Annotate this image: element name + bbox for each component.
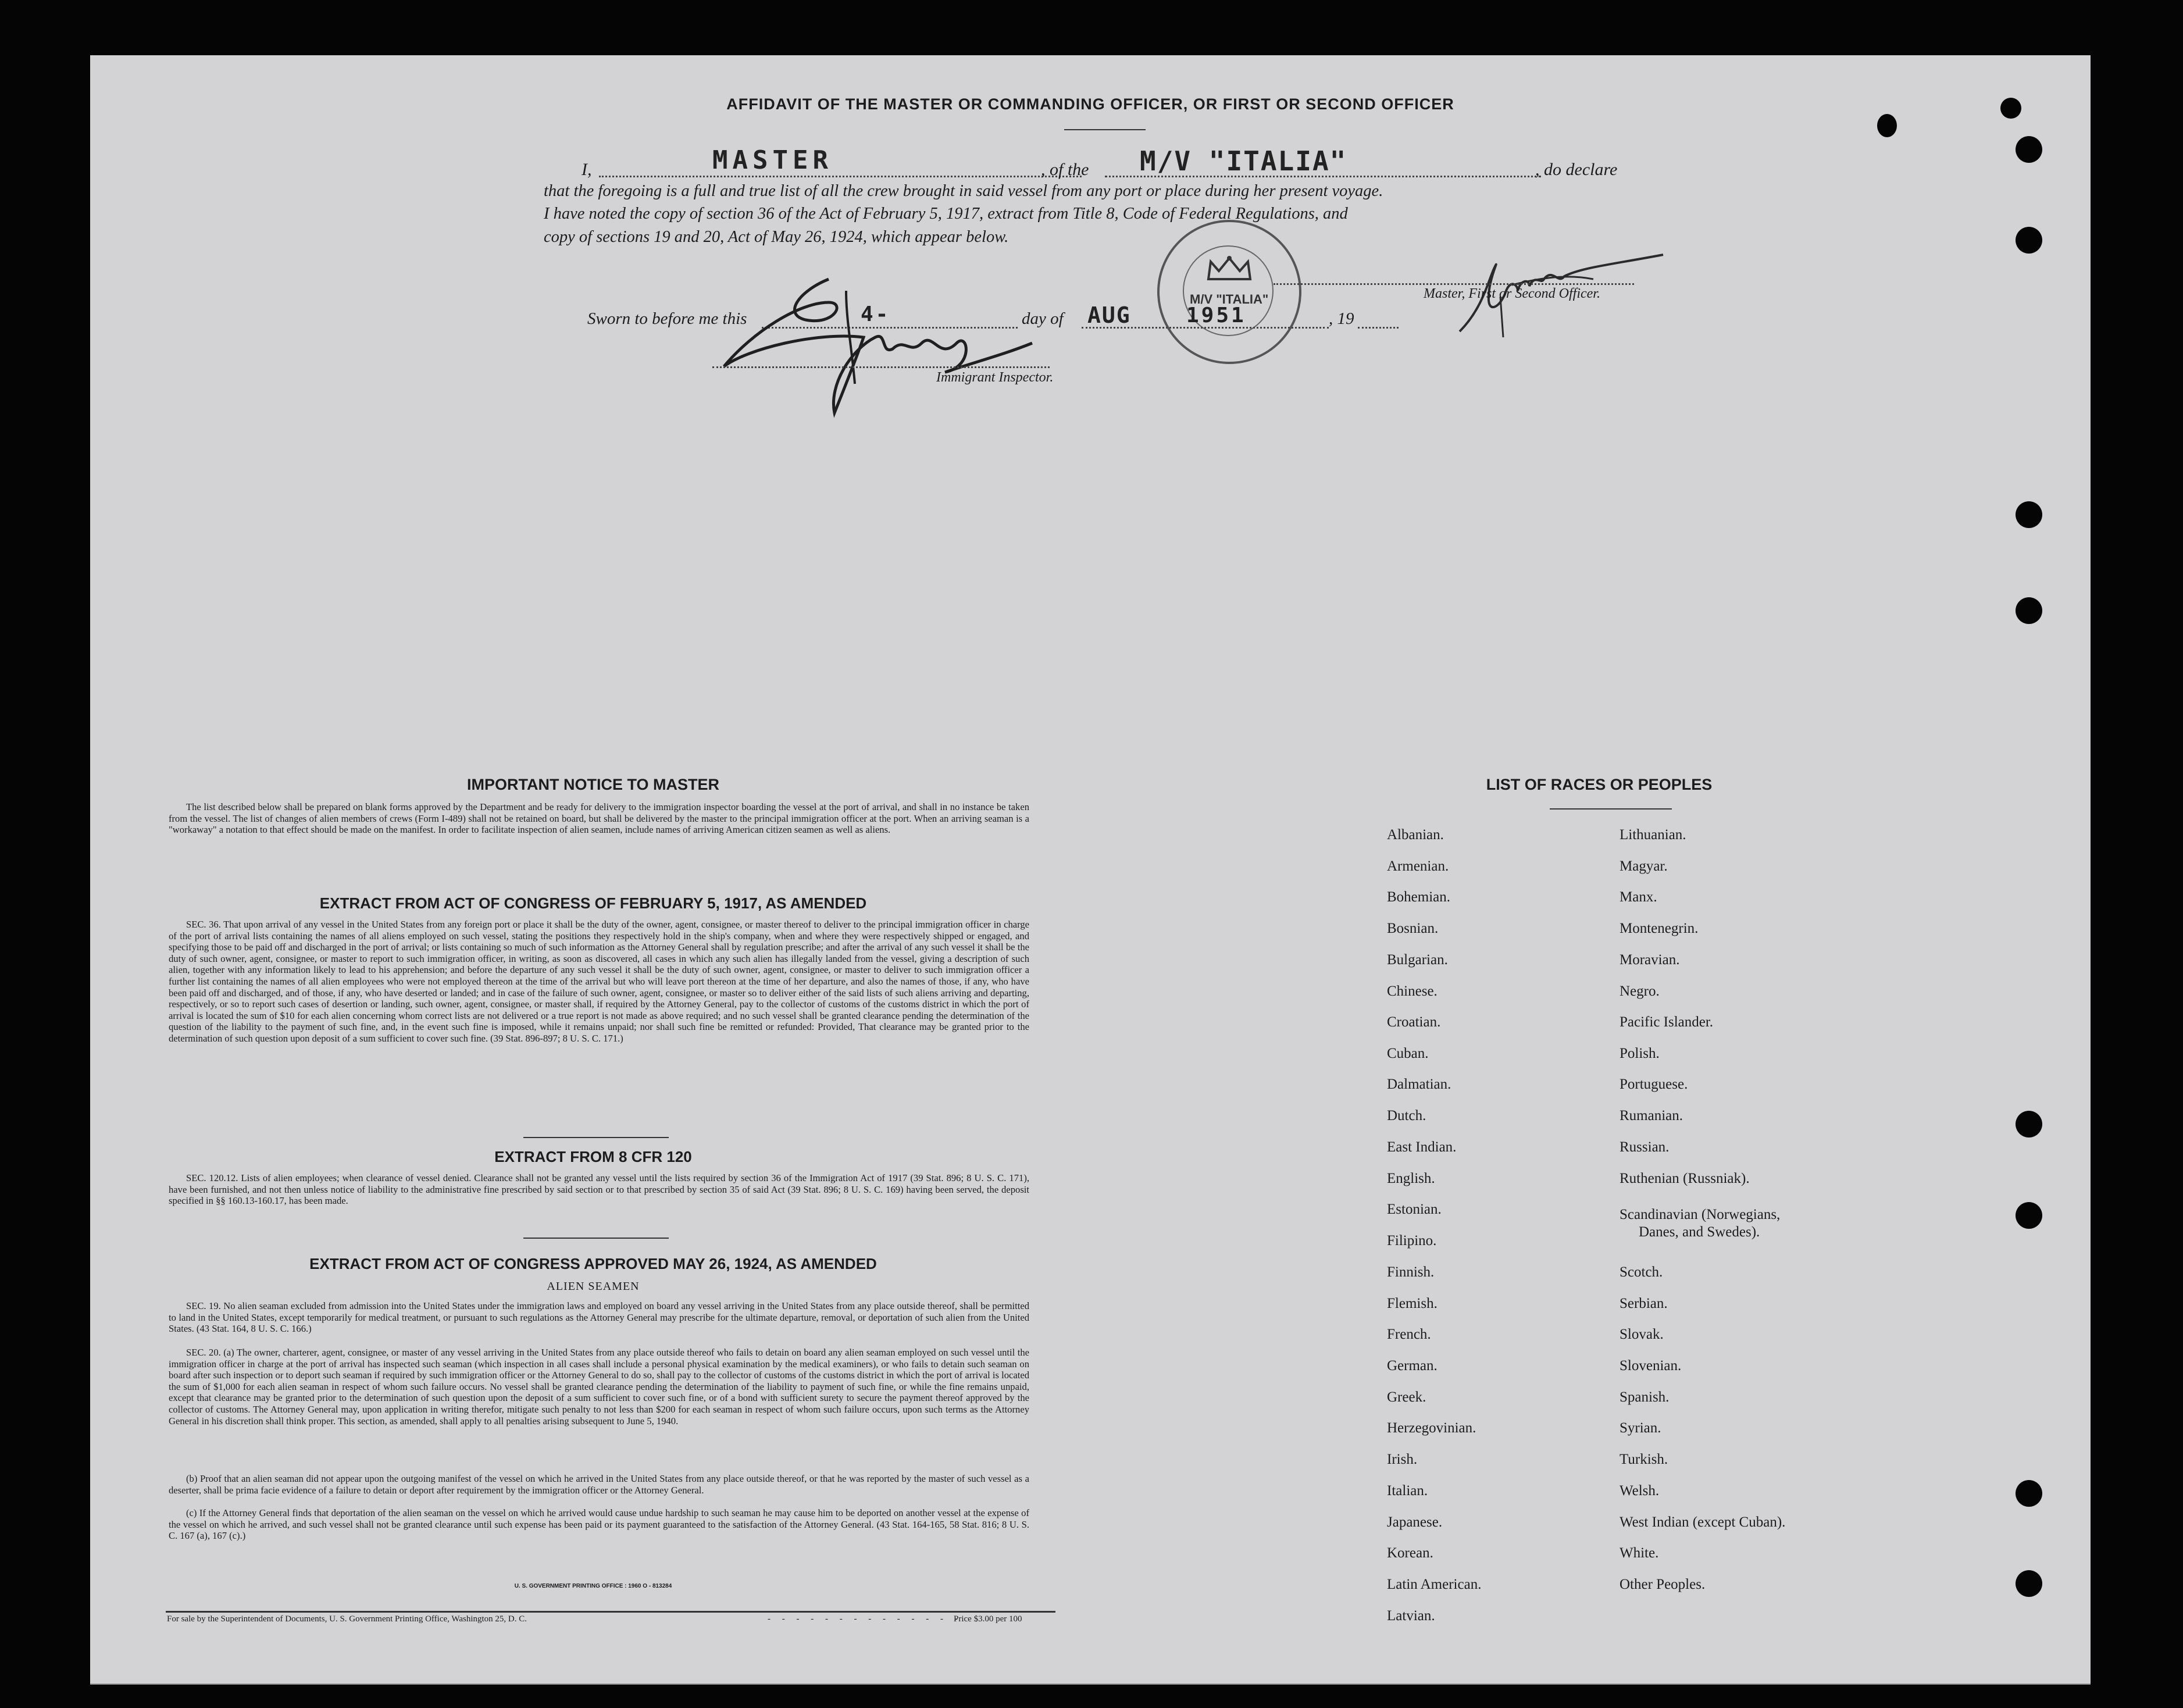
race-item: Serbian. bbox=[1620, 1296, 1668, 1311]
notice-title: IMPORTANT NOTICE TO MASTER bbox=[467, 776, 719, 793]
race-item: Bosnian. bbox=[1387, 921, 1439, 936]
race-item: Negro. bbox=[1620, 983, 1660, 999]
officer-line bbox=[599, 176, 1082, 177]
race-item: Croatian. bbox=[1387, 1014, 1441, 1030]
race-item: Manx. bbox=[1620, 889, 1657, 905]
race-item: Dalmatian. bbox=[1387, 1076, 1451, 1092]
do-declare-label: , do declare bbox=[1535, 160, 1618, 179]
race-item: Japanese. bbox=[1387, 1514, 1443, 1530]
race-item: Greek. bbox=[1387, 1389, 1426, 1405]
race-item: Armenian. bbox=[1387, 858, 1449, 874]
stamp-vessel-text: M/V "ITALIA" bbox=[1190, 292, 1269, 306]
race-item: English. bbox=[1387, 1171, 1435, 1186]
race-item: Flemish. bbox=[1387, 1296, 1438, 1311]
race-item: Chinese. bbox=[1387, 983, 1438, 999]
punch-hole bbox=[1877, 114, 1897, 137]
race-item: Moravian. bbox=[1620, 952, 1680, 968]
race-item: Scandinavian (Norwegians, bbox=[1620, 1207, 1781, 1222]
section-divider bbox=[523, 1238, 669, 1239]
punch-hole bbox=[2016, 1480, 2042, 1507]
punch-hole bbox=[2016, 1111, 2042, 1138]
day-of-label: day of bbox=[1022, 309, 1064, 328]
race-item: Pacific Islander. bbox=[1620, 1014, 1714, 1030]
races-divider bbox=[1550, 808, 1672, 810]
officer-title-value: MASTER bbox=[712, 145, 833, 175]
race-item: Ruthenian (Russniak). bbox=[1620, 1171, 1750, 1186]
race-item: Latin American. bbox=[1387, 1577, 1482, 1592]
sale-dashes: - - - - - - - - - - - - - - bbox=[768, 1614, 962, 1624]
race-item: Finnish. bbox=[1387, 1264, 1435, 1280]
race-item: German. bbox=[1387, 1358, 1438, 1374]
race-item: Latvian. bbox=[1387, 1608, 1435, 1624]
races-title: LIST OF RACES OR PEOPLES bbox=[1486, 776, 1713, 793]
race-item: Rumanian. bbox=[1620, 1108, 1683, 1124]
sec-20b-text: (b) Proof that an alien seaman did not appear upon the outgoing manifest of the vessel on which he arrived in the United States from any place outside thereof, or that he was reported by the master of such vessel as a deserter, shall be prima facie evidence of a failure to detain or deport after requirement by the immigration officer or the Attorney General. bbox=[169, 1473, 1029, 1496]
extract-1917-text: SEC. 36. That upon arrival of any vessel in the United States from any foreign port or place it shall be the duty of the owner, agent, consignee, or master thereof to deliver to the principal immigration officer in charge of the port of arrival lists containing the names of all aliens employed on such vessel, stating the positions they respectively hold in the ship's company, when and where they were respectively shipped or engaged, and specifying those to be paid off and discharged in the port of arrival; or lists containing so much of such information as the Attorney General shall by regulation prescribe; and after the arrival of any such vessel it shall be the duty of such owner, agent, consignee, or master to report to such immigration officer, in writing, as soon as discovered, all cases in which any such alien has illegally landed from the vessel, giving a description of such alien, together with any information likely to lead to his apprehension; and before the departure of any such vessel it shall be the duty of such owner, agent, consignee, or master to deliver to such immigration officer a further list containing the names of all alien employees who were not employed thereon at the time of the arrival but who will leave port thereon at the time of her departure, and also the names of those, if any, who have been paid off and discharged, and of those, if any, who have deserted or landed; and in case of the failure of such owner, agent, consignee, or master so to deliver either of the said lists of such aliens arriving and departing, respectively, or so to report such cases of desertion or landing, such owner, agent, consignee, or master shall, if required by the Attorney General, pay to the collector of customs of the customs district in which the port of arrival is located the sum of $10 for each alien concerning whom correct lists are not delivered or a true report is not made as above required; and no such vessel shall be granted clearance pending the determination of the question of the liability to the payment of such fine, and, in the event such fine is imposed, while it remains unpaid; nor shall such fine be remitted or refunded: Provided, That clearance may be granted prior to the determination of such question upon deposit of a sum sufficient to cover such fine. (39 Stat. 896-897; 8 U. S. C. 171.) bbox=[169, 919, 1029, 1044]
race-item: French. bbox=[1387, 1327, 1431, 1342]
alien-seamen-subtitle: ALIEN SEAMEN bbox=[547, 1280, 640, 1293]
year-prefix: , 19 bbox=[1329, 309, 1354, 328]
price-text: Price $3.00 per 100 bbox=[954, 1614, 1022, 1624]
year-line bbox=[1358, 327, 1399, 329]
race-item: Estonian. bbox=[1387, 1201, 1442, 1217]
vessel-name-value: M/V "ITALIA" bbox=[1140, 145, 1347, 177]
extract-1924-title: EXTRACT FROM ACT OF CONGRESS APPROVED MAY 26, 1924, AS AMENDED bbox=[309, 1255, 877, 1272]
affidavit-line-3: I have noted the copy of section 36 of the Act of February 5, 1917, extract from Title 8, Code of Federal Regulations, and bbox=[544, 205, 1348, 223]
race-item: Bohemian. bbox=[1387, 889, 1451, 905]
punch-hole bbox=[2016, 501, 2042, 528]
race-item: Dutch. bbox=[1387, 1108, 1426, 1124]
punch-hole bbox=[2016, 227, 2042, 254]
inspector-signature bbox=[712, 268, 1038, 425]
race-item: Danes, and Swedes). bbox=[1639, 1224, 1760, 1240]
affidavit-i: I, bbox=[582, 160, 592, 179]
inspector-line bbox=[712, 366, 1050, 368]
race-item: Portuguese. bbox=[1620, 1076, 1688, 1092]
race-item: Filipino. bbox=[1387, 1233, 1437, 1249]
punch-hole bbox=[2016, 1202, 2042, 1229]
inspector-caption: Immigrant Inspector. bbox=[936, 370, 1054, 385]
race-item: East Indian. bbox=[1387, 1139, 1457, 1155]
gpo-imprint: U. S. GOVERNMENT PRINTING OFFICE : 1960 O - 813284 bbox=[514, 1583, 672, 1589]
punch-hole bbox=[2016, 597, 2042, 624]
affidavit-line-4: copy of sections 19 and 20, Act of May 26, 1924, which appear below. bbox=[544, 228, 1009, 246]
sec-20c-text: (c) If the Attorney General finds that deportation of the alien seaman on the vessel on which he arrived would cause undue hardship to such seaman he may cause him to be deported on another vessel at the expense of the vessel on which he arrived, and such vessel shall not be granted clearance until such expense has been paid or its payment guaranteed to the satisfaction of the Attorney General. (43 Stat. 164-165, 58 Stat. 816; 8 U. S. C. 167 (a), 167 (c).) bbox=[169, 1507, 1029, 1542]
race-item: Other Peoples. bbox=[1620, 1577, 1706, 1592]
punch-hole bbox=[2016, 136, 2042, 163]
extract-1917-title: EXTRACT FROM ACT OF CONGRESS OF FEBRUARY 5, 1917, AS AMENDED bbox=[319, 894, 867, 912]
punch-hole bbox=[2016, 1570, 2042, 1597]
footer-rule bbox=[166, 1611, 1055, 1613]
title-divider bbox=[1064, 129, 1146, 130]
master-signature-line bbox=[1274, 283, 1634, 285]
signer-caption: Master, First or Second Officer. bbox=[1424, 286, 1600, 301]
race-item: White. bbox=[1620, 1545, 1659, 1561]
race-item: West Indian (except Cuban). bbox=[1620, 1514, 1786, 1530]
affidavit-line-2: that the foregoing is a full and true list of all the crew brought in said vessel from any port or place during her present voyage. bbox=[544, 182, 1383, 200]
race-item: Syrian. bbox=[1620, 1420, 1661, 1436]
document-page bbox=[90, 55, 2091, 1685]
race-item: Cuban. bbox=[1387, 1046, 1429, 1061]
race-item: Albanian. bbox=[1387, 827, 1444, 843]
section-divider bbox=[523, 1137, 669, 1138]
race-item: Slovak. bbox=[1620, 1327, 1664, 1342]
sec-20a-text: SEC. 20. (a) The owner, charterer, agent, consignee, or master of any vessel arriving in the United States from any place outside thereof who fails to detain on board any alien seaman employed on such vessel until the immigration officer in charge at the port of arrival has inspected such seaman (which inspection in all cases shall include a personal physical examination by the medical examiners), or who fails to detain such seaman on board after such inspection or to deport such seaman if required by such immigration officer or the Attorney General to do so, shall pay to the collector of customs of the customs district in which the port of arrival is located the sum of $1,000 for each alien seaman in respect of whom such failure occurs. No vessel shall be granted clearance pending the determination of the liability to payment of such fine, or while the fine remains unpaid, except that clearance may be granted prior to the determination of such question upon the deposit of a sum sufficient to cover such fine, or of a bond with sufficient surety to secure the payment thereof approved by the collector of customs. The Attorney General may, upon application in writing therefor, mitigate such penalty to not less than $200 for each seaman in respect of whom such failure occurs, upon such terms as the Attorney General in his discretion shall think proper. This section, as amended, shall apply to all penalties arising subsequent to June 5, 1940. bbox=[169, 1347, 1029, 1427]
race-item: Italian. bbox=[1387, 1483, 1428, 1499]
of-the-label: , of the bbox=[1041, 160, 1089, 179]
sec-19-text: SEC. 19. No alien seaman excluded from admission into the United States under the immigration laws and employed on board any vessel arriving in the United States from any place outside thereof, shall be permitted to land in the United States, except temporarily for medical treatment, or pursuant to such regulations as the Attorney General may prescribe for the ultimate departure, removal, or deportation of such alien from the United States. (43 Stat. 164, 8 U. S. C. 166.) bbox=[169, 1300, 1029, 1335]
crown-icon bbox=[1206, 256, 1253, 283]
ship-stamp bbox=[1157, 220, 1301, 364]
race-item: Lithuanian. bbox=[1620, 827, 1686, 843]
extract-cfr-title: EXTRACT FROM 8 CFR 120 bbox=[494, 1148, 692, 1165]
affidavit-title: AFFIDAVIT OF THE MASTER OR COMMANDING OFFICER, OR FIRST OR SECOND OFFICER bbox=[726, 95, 1454, 113]
notice-text: The list described below shall be prepared on blank forms approved by the Department and be ready for delivery to the immigration inspector boarding the vessel at the port of arrival, and shall in no instance be taken from the vessel. The list of changes of alien members of crews (Form I-489) shall not be retained on board, but shall be delivered by the master to the principal immigration officer at the port. When an arriving seaman is a "workaway" a notation to that effect should be made on the manifest. In order to facilitate inspection of alien seamen, include names of arriving American citizen seamen as well as aliens. bbox=[169, 801, 1029, 836]
day-value: 4- bbox=[861, 302, 891, 326]
race-item: Spanish. bbox=[1620, 1389, 1670, 1405]
race-item: Korean. bbox=[1387, 1545, 1433, 1561]
race-item: Scotch. bbox=[1620, 1264, 1663, 1280]
race-item: Bulgarian. bbox=[1387, 952, 1448, 968]
race-item: Magyar. bbox=[1620, 858, 1668, 874]
race-item: Welsh. bbox=[1620, 1483, 1660, 1499]
race-item: Herzegovinian. bbox=[1387, 1420, 1476, 1436]
sworn-label: Sworn to before me this bbox=[587, 309, 747, 328]
race-item: Slovenian. bbox=[1620, 1358, 1682, 1374]
month-value: AUG bbox=[1087, 302, 1131, 328]
race-item: Russian. bbox=[1620, 1139, 1670, 1155]
race-item: Turkish. bbox=[1620, 1452, 1668, 1467]
year-value: 1951 bbox=[1186, 304, 1246, 327]
race-item: Polish. bbox=[1620, 1046, 1660, 1061]
extract-cfr-text: SEC. 120.12. Lists of alien employees; when clearance of vessel denied. Clearance shall not be granted any vessel until the lists required by section 36 of the Immigration Act of 1917 (39 Stat. 896; 8 U. S. C. 171), have been furnished, and not then unless notice of liability to the administrative fine prescribed by said section or to that prescribed by section 35 of said Act (39 Stat. 896; 8 U. S. C. 169) having been served, the deposit specified in §§ 160.13-160.17, has been made. bbox=[169, 1172, 1029, 1207]
race-item: Irish. bbox=[1387, 1452, 1418, 1467]
race-item: Montenegrin. bbox=[1620, 921, 1699, 936]
punch-hole bbox=[2000, 98, 2021, 119]
sale-text: For sale by the Superintendent of Documents, U. S. Government Printing Office, Washington 25, D. C. bbox=[167, 1614, 527, 1624]
